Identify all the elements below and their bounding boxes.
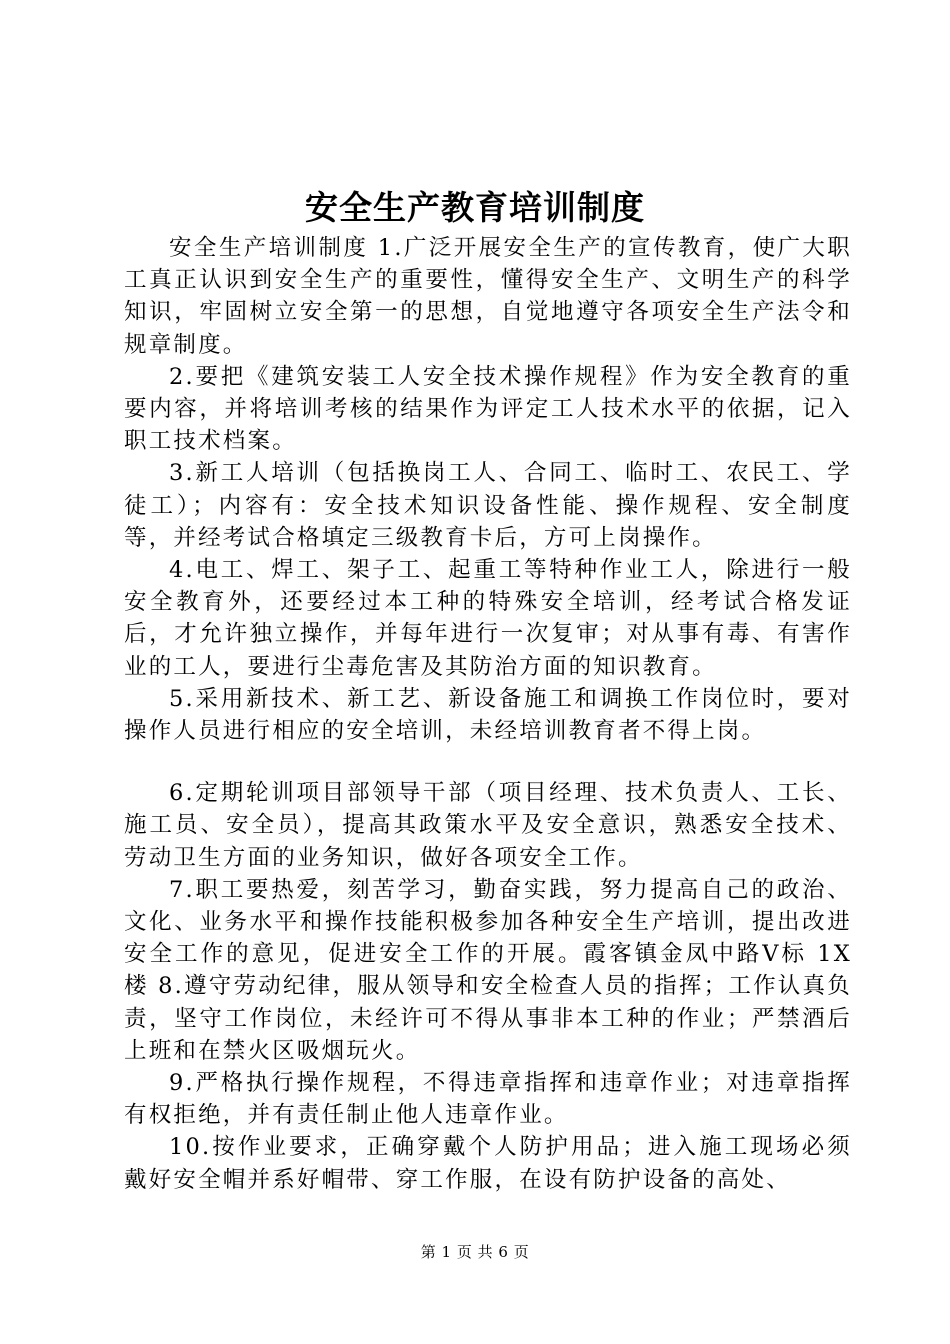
paragraph-9: 9.严格执行操作规程，不得违章指挥和违章作业；对违章指挥有权拒绝，并有责任制止他人违章作业。 — [124, 1070, 852, 1129]
paragraph-2: 2.要把《建筑安装工人安全技术操作规程》作为安全教育的重要内容，并将培训考核的结果作为评定工人技术水平的依据，记入职工技术档案。 — [124, 363, 852, 455]
paragraph-1: 安全生产培训制度 1.广泛开展安全生产的宣传教育，使广大职工真正认识到安全生产的重要性，懂得安全生产、文明生产的科学知识，牢固树立安全第一的思想，自觉地遵守各项安全生产法令和规章制度。 — [124, 235, 852, 358]
paragraph-5: 5.采用新技术、新工艺、新设备施工和调换工作岗位时，要对操作人员进行相应的安全培训，未经培训教育者不得上岗。 — [124, 685, 852, 745]
document-body — [124, 232, 852, 1196]
paragraph-4: 4.电工、焊工、架子工、起重工等特种作业工人，除进行一般安全教育外，还要经过本工种的特殊安全培训，经考试合格发证后，才允许独立操作，并每年进行一次复审；对从事有毒、有害作业的工人，要进行尘毒危害及其防治方面的知识教育。 — [124, 557, 852, 680]
page-footer: 第 1 页 共 6 页 — [420, 1243, 530, 1261]
document-title: 安全生产教育培训制度 — [305, 188, 645, 227]
paragraph-7: 7.职工要热爱，刻苦学习，勤奋实践，努力提高自己的政治、文化、业务水平和操作技能积极参加各种安全生产培训，提出改进安全工作的意见，促进安全工作的开展。霞客镇金凤中路Ⅴ标 1X 楼 8.遵守劳动纪律，服从领导和安全检查人员的指挥；工作认真负责，坚守工作岗位，未经许可不得从事非本工种的作业；严禁酒后上班和在禁火区吸烟玩火。 — [124, 876, 852, 1064]
paragraph-6: 6.定期轮训项目部领导干部（项目经理、技术负责人、工长、施工员、安全员），提高其政策水平及安全意识，熟悉安全技术、劳动卫生方面的业务知识，做好各项安全工作。 — [124, 780, 852, 871]
paragraph-3: 3.新工人培训（包括换岗工人、合同工、临时工、农民工、学徒工）；内容有：安全技术知识设备性能、操作规程、安全制度等，并经考试合格填定三级教育卡后，方可上岗操作。 — [124, 460, 852, 551]
paragraph-10: 10.按作业要求，正确穿戴个人防护用品；进入施工现场必须戴好安全帽并系好帽带、穿工作服，在设有防护设备的高处、 — [124, 1134, 852, 1193]
